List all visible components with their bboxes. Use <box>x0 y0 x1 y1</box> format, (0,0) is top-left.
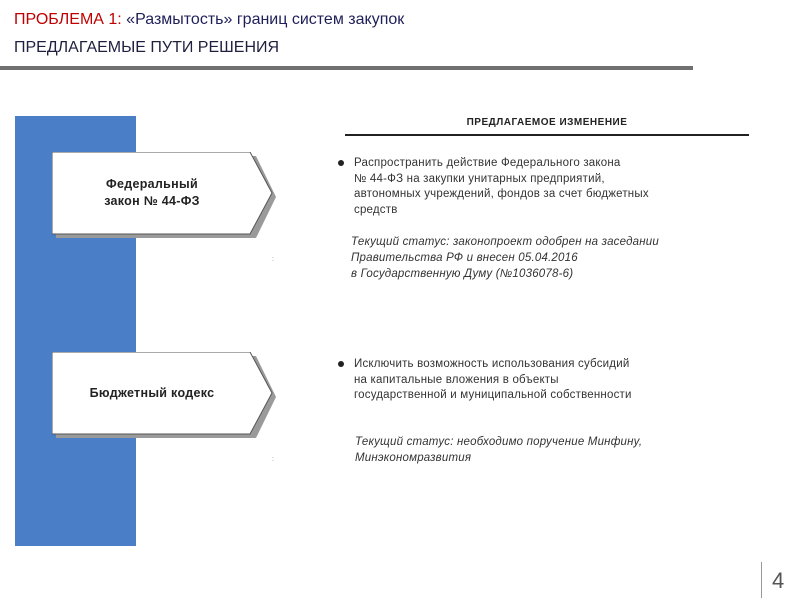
page-number: 4 <box>772 568 785 593</box>
title-accent: ПРОБЛЕМА 1: <box>14 11 122 28</box>
bullet-icon <box>338 160 344 166</box>
status-line: Текущий статус: необходимо поручение Минфину, <box>355 436 643 448</box>
slide-title <box>14 11 404 29</box>
bullet-line: № 44-ФЗ на закупки унитарных предприятий, <box>354 172 605 185</box>
status-line: Минэкономразвития <box>355 452 472 464</box>
bullet-line: Распространить действие Федерального закона <box>354 157 621 169</box>
status-text-2 <box>355 434 642 466</box>
column-header-rule <box>345 134 749 136</box>
small-mark: : <box>272 256 274 263</box>
small-mark: : <box>272 456 274 463</box>
status-line: Текущий статус: законопроект одобрен на заседании <box>351 236 659 248</box>
title-divider <box>0 66 693 70</box>
status-text-1 <box>351 234 659 282</box>
title-text: «Размытость» границ систем закупок <box>121 11 405 28</box>
arrow-shape-budget-code <box>52 352 276 438</box>
arrow-label-federal-law: Федеральный закон № 44-ФЗ <box>104 177 200 208</box>
bullet-line: государственной и муниципальной собственности <box>354 389 632 401</box>
bullet-icon <box>338 361 344 367</box>
arrow-shape-federal-law <box>52 152 276 238</box>
status-line: в Государственную Думу (№1036078-6) <box>351 268 574 280</box>
bullet-line: средств <box>354 203 398 216</box>
bullet-line: на капитальные вложения в объекты <box>354 373 559 386</box>
page-number-divider <box>761 562 762 598</box>
arrow-label-budget-code: Бюджетный кодекс <box>89 385 215 400</box>
bullet-line: Исключить возможность использования субсидий <box>354 358 630 370</box>
slide-subtitle: ПРЕДЛАГАЕМЫЕ ПУТИ РЕШЕНИЯ <box>14 39 280 56</box>
column-header: ПРЕДЛАГАЕМОЕ ИЗМЕНЕНИЕ <box>466 117 628 128</box>
bullet-line: автономных учреждений, фондов за счет бюджетных <box>354 188 649 200</box>
status-line: Правительства РФ и внесен 05.04.2016 <box>351 252 578 264</box>
